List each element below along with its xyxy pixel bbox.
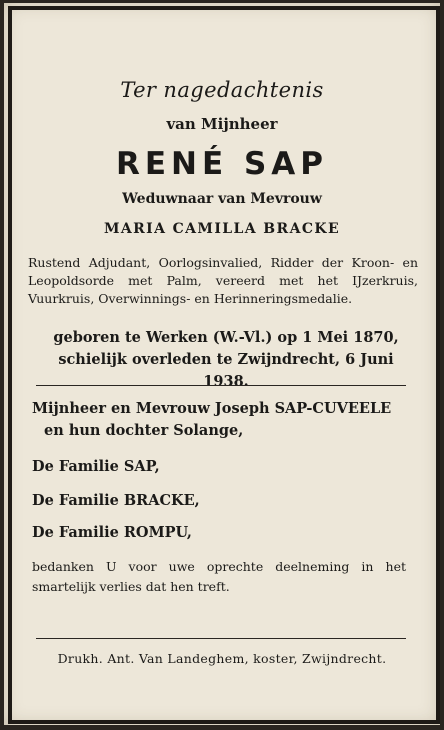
family-bracke: De Familie BRACKE, <box>32 492 200 509</box>
family-line-1: Mijnheer en Mevrouw Joseph SAP-CUVEELE <box>32 400 392 417</box>
birth-line: geboren te Werken (W.-Vl.) op 1 Mei 1870, <box>53 329 399 346</box>
family-sap: De Familie SAP, <box>32 458 160 475</box>
divider-top <box>36 385 406 386</box>
divider-bottom <box>36 638 406 639</box>
widower-line: Weduwnaar van Mevrouw <box>122 191 322 207</box>
intro-heading: Ter nagedachtenis <box>120 78 324 102</box>
thanks-text: bedanken U voor uwe oprechte deelneming in het smartelijk verlies dat hen treft. <box>32 559 406 594</box>
honours-text: Rustend Adjudant, Oorlogsinvalied, Ridder der Kroon- en Leopoldsorde met Palm, vereerd met het IJzerkruis, Vuurkruis, Overwinnings- en Herinneringsmedalie. <box>28 255 418 306</box>
life-dates <box>36 327 416 393</box>
printer-credit: Drukh. Ant. Van Landeghem, koster, Zwijndrecht. <box>57 651 387 666</box>
family-rompu: De Familie ROMPU, <box>32 524 192 541</box>
family-line-2: en hun dochter Solange, <box>44 422 244 439</box>
deceased-name: RENÉ SAP <box>116 146 328 182</box>
sir-line: van Mijnheer <box>166 115 278 133</box>
wife-name: MARIA CAMILLA BRACKE <box>103 221 341 237</box>
death-line: schielijk overleden te Zwijndrecht, 6 Juni 1938. <box>58 351 394 390</box>
